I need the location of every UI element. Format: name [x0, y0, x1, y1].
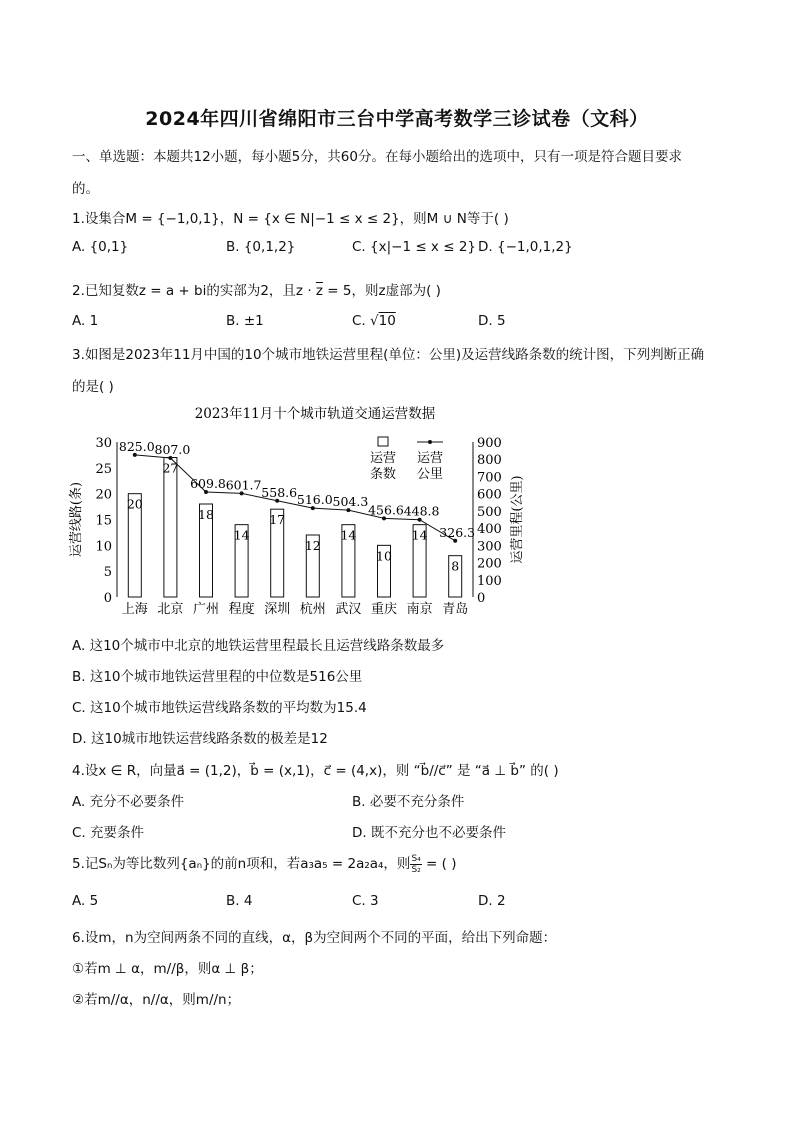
right-tick-label: 600 — [477, 487, 502, 503]
q2-stem-pre: 2.已知复数z = a + bi的实部为2，且z · — [72, 283, 316, 299]
page-title: 2024年四川省绵阳市三台中学高考数学三诊试卷（文科） — [145, 108, 649, 130]
q6-item-2: ②若m//α，n//α，则m//n； — [72, 992, 241, 1008]
q2-option-b: B. ±1 — [226, 313, 264, 329]
category-label: 深圳 — [264, 602, 291, 617]
q4-option-a: A. 充分不必要条件 — [72, 794, 185, 810]
q2-option-a: A. 1 — [72, 313, 99, 329]
q5-option-d: D. 2 — [478, 893, 506, 909]
category-label: 程度 — [228, 602, 255, 617]
q1-stem: 1.设集合M = {−1,0,1}，N = {x ∈ N|−1 ≤ x ≤ 2}，则M ∪ N等于( ) — [72, 211, 509, 227]
right-tick-label: 400 — [477, 522, 502, 538]
section-heading-line1: 一、单选题：本题共12小题，每小题5分，共60分。在每小题给出的选项中，只有一项是符合题目要求 — [72, 149, 682, 165]
q5-stem-pre: 5.记Sₙ为等比数列{aₙ}的前n项和，若a₃a₅ = 2a₂a₄，则 — [72, 856, 411, 872]
right-tick-label: 800 — [477, 453, 502, 469]
q2-sqrt-value: 10 — [378, 313, 396, 329]
q1-option-d: D. {−1,0,1,2} — [478, 239, 573, 255]
metro-chart — [60, 398, 540, 620]
category-label: 南京 — [406, 602, 433, 617]
category-label: 杭州 — [299, 602, 326, 617]
q2-stem — [72, 279, 441, 299]
bar-label: 17 — [269, 512, 286, 528]
q3-option-d: D. 这10城市地铁运营线路条数的极差是12 — [72, 731, 328, 747]
q1-option-b: B. {0,1,2} — [226, 239, 296, 255]
q5-frac-num: S₄ — [411, 853, 421, 864]
left-tick-label: 30 — [95, 436, 112, 451]
left-tick-label: 5 — [103, 565, 112, 581]
q3-option-c: C. 这10个城市地铁运营线路条数的平均数为15.4 — [72, 700, 367, 716]
category-label: 重庆 — [370, 602, 398, 617]
line-label: 504.3 — [332, 494, 369, 510]
q4-option-d: D. 既不充分也不必要条件 — [352, 825, 506, 841]
right-axis-title: 运营里程(公里) — [510, 475, 525, 564]
q3-option-b: B. 这10个城市地铁运营里程的中位数是516公里 — [72, 669, 363, 685]
legend-bar-label: 条数 — [369, 467, 397, 482]
category-label: 北京 — [157, 602, 184, 617]
right-tick-label: 300 — [477, 539, 502, 555]
line-label: 609.8 — [190, 475, 226, 491]
legend-bar-swatch — [378, 437, 388, 446]
q1-option-c: C. {x|−1 ≤ x ≤ 2} — [352, 239, 476, 255]
line-label: 558.6 — [261, 484, 298, 500]
bar-label: 8 — [451, 558, 460, 574]
q4-stem: 4.设x ∈ R，向量a⃗ = (1,2)，b⃗ = (x,1)，c⃗ = (4,x)，则 “b⃗//c⃗” 是 “a⃗ ⊥ b⃗” 的( ) — [72, 763, 559, 779]
q2-option-c-label: C. — [352, 313, 371, 329]
category-label: 武汉 — [335, 602, 362, 617]
legend-line-label: 运营 — [416, 451, 444, 466]
q5-frac-den: S₂ — [411, 864, 421, 875]
q2-option-d: D. 5 — [478, 313, 506, 329]
left-tick-label: 25 — [95, 461, 112, 477]
legend-bar-label: 运营 — [369, 451, 397, 466]
q5-fraction — [410, 854, 421, 875]
bar-label: 12 — [304, 538, 321, 553]
right-tick-label: 500 — [477, 504, 502, 520]
category-label: 广州 — [192, 602, 220, 617]
q6-stem: 6.设m，n为空间两条不同的直线，α，β为空间两个不同的平面，给出下列命题： — [72, 930, 557, 946]
right-tick-label: 200 — [477, 556, 502, 572]
category-label: 青岛 — [442, 602, 469, 617]
q2-option-c — [352, 313, 396, 329]
bar-label: 14 — [411, 527, 428, 543]
q3-stem-line1: 3.如图是2023年11月中国的10个城市地铁运营里程(单位：公里)及运营线路条数的统计图，下列判断正确 — [72, 347, 705, 363]
chart-title: 2023年11月十个城市轨道交通运营数据 — [194, 406, 436, 422]
q5-option-b: B. 4 — [226, 893, 253, 909]
left-tick-label: 20 — [95, 487, 112, 503]
line-label: 456.6 — [368, 502, 404, 518]
left-tick-label: 15 — [95, 513, 112, 529]
q5-option-a: A. 5 — [72, 893, 99, 909]
bar-label: 20 — [126, 496, 143, 512]
bar — [164, 458, 177, 598]
line-label: 326.3 — [439, 524, 476, 540]
q2-stem-post: = 5，则z虚部为( ) — [323, 283, 441, 299]
right-tick-label: 100 — [477, 573, 502, 589]
q2-zbar: $\overline{z}$ — [315, 283, 323, 299]
q5-option-c: C. 3 — [352, 893, 379, 909]
category-label: 上海 — [121, 602, 148, 617]
bar-label: 18 — [198, 507, 214, 522]
q5-stem-post: = ( ) — [421, 856, 457, 872]
line-label: 825.0 — [118, 438, 155, 454]
right-tick-label: 700 — [477, 470, 502, 486]
right-tick-label: 900 — [477, 436, 502, 451]
bar-label: 14 — [340, 527, 357, 543]
q3-stem-line2: 的是( ) — [72, 379, 114, 395]
left-tick-label: 10 — [95, 539, 112, 555]
line-label: 516.0 — [296, 492, 333, 508]
bar-label: 10 — [376, 548, 392, 564]
q6-item-1: ①若m ⊥ α，m//β，则α ⊥ β； — [72, 961, 263, 977]
bar-label: 27 — [162, 460, 179, 476]
sqrt-icon: √ — [370, 313, 379, 329]
bar-label: 14 — [233, 527, 250, 543]
line-label: 807.0 — [154, 442, 191, 458]
q4-option-b: B. 必要不充分条件 — [352, 794, 465, 810]
line-label: 448.8 — [403, 503, 440, 519]
legend-line-label: 公里 — [416, 467, 444, 482]
q3-option-a: A. 这10个城市中北京的地铁运营里程最长且运营线路条数最多 — [72, 638, 445, 654]
legend-line-marker — [428, 440, 432, 444]
q1-option-a: A. {0,1} — [72, 239, 129, 255]
left-axis-title: 运营线路(条) — [69, 481, 84, 558]
section-heading-line2: 的。 — [72, 181, 99, 197]
line-label: 601.7 — [225, 477, 262, 493]
right-tick-label: 0 — [477, 591, 486, 606]
left-tick-label: 0 — [103, 591, 112, 606]
q4-option-c: C. 充要条件 — [72, 825, 145, 841]
q5-stem — [72, 852, 457, 875]
